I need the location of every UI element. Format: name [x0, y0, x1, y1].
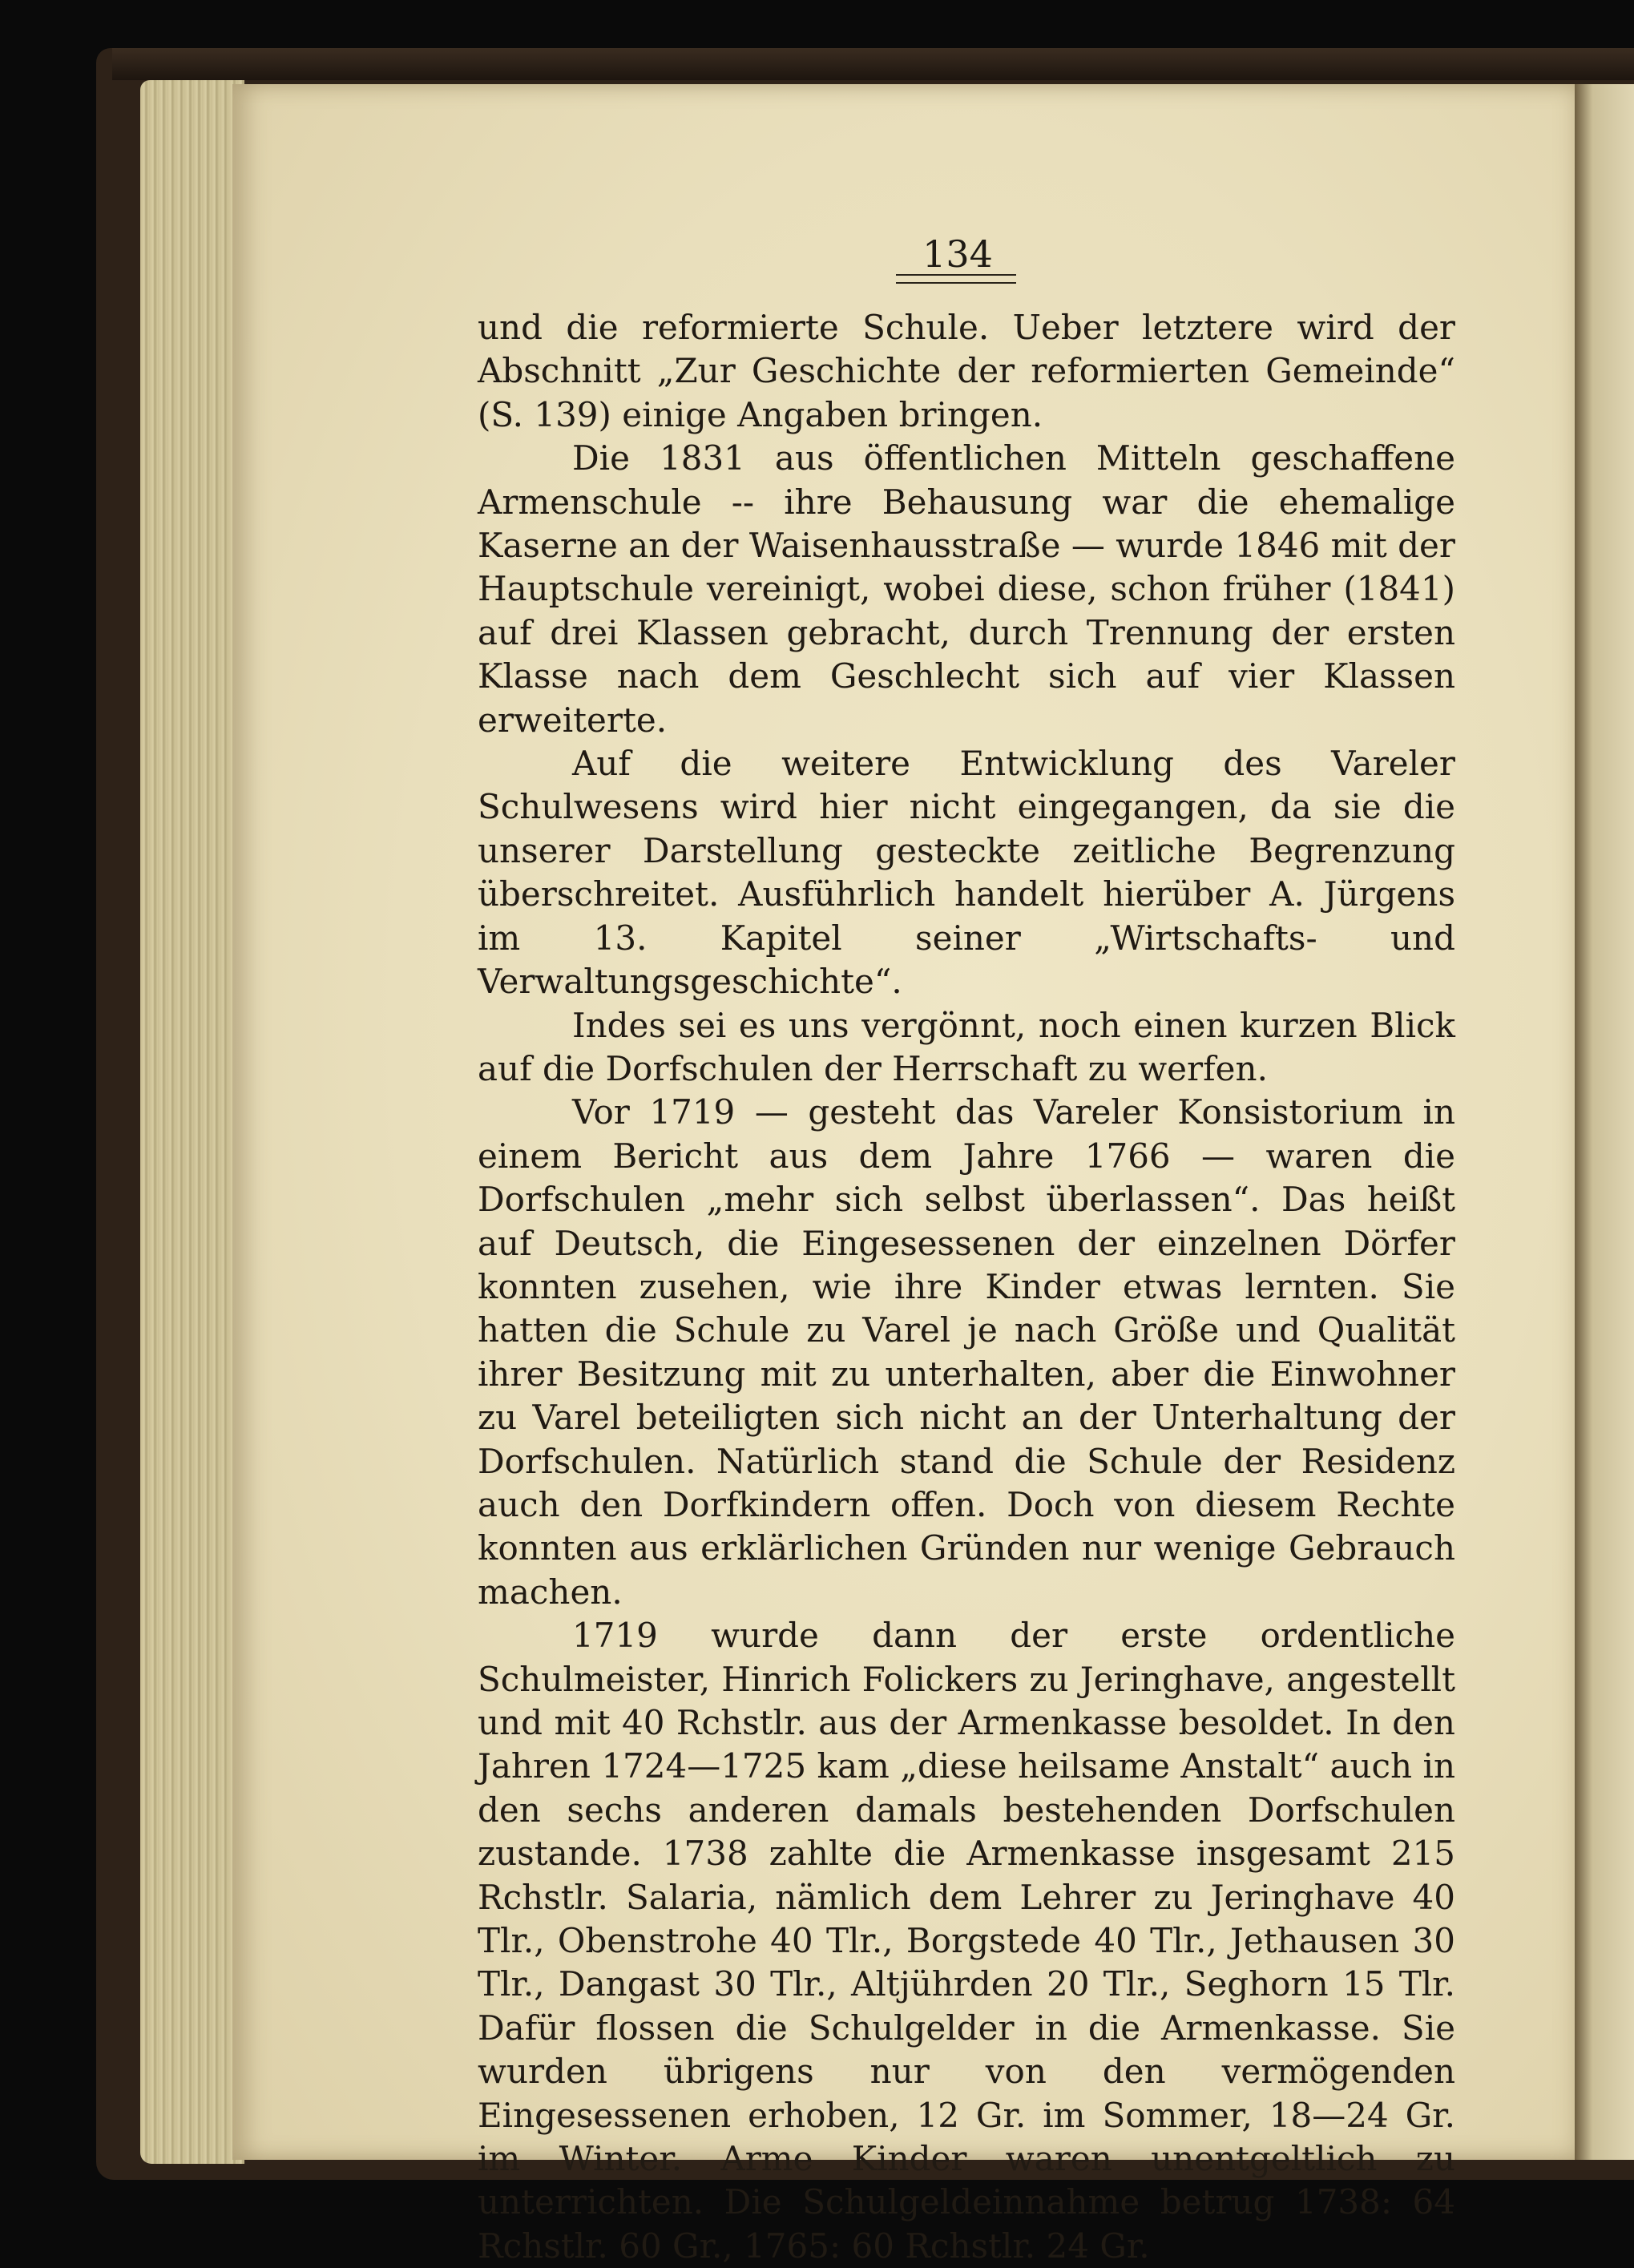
book-spine-top	[112, 48, 1634, 80]
paragraph: und die reformierte Schule. Ueber letztere wird der Abschnitt „Zur Geschichte der reformierten Gemeinde“ (S. 139) einige Angaben bringen.	[478, 308, 1455, 434]
page-number: 134	[922, 232, 993, 276]
paragraph: Indes sei es uns vergönnt, noch einen kurzen Blick auf die Dorfschulen der Herrschaft zu werfen.	[478, 1005, 1455, 1088]
page-number-rule	[896, 274, 1016, 284]
paragraph: Die 1831 aus öffentlichen Mitteln geschaffene Armenschule -- ihre Behausung war die ehemalige Kaserne an der Waisenhausstraße — wurde 1846 mit der Hauptschule vereinigt, wobei diese, schon früher (1841) auf drei Klassen gebracht, durch Trennung der ersten Klasse nach dem Geschlecht sich auf vier Klassen erweiterte.	[478, 438, 1455, 740]
page-gutter	[1575, 84, 1634, 2160]
page-edges	[140, 80, 244, 2164]
body-text	[478, 306, 1455, 2268]
paragraph: Vor 1719 — gesteht das Vareler Konsistorium in einem Bericht aus dem Jahre 1766 — waren die Dorfschulen „mehr sich selbst überlassen“. Das heißt auf Deutsch, die Eingesessenen der einzelnen Dörfer konnten zusehen, wie ihre Kinder etwas lernten. Sie hatten die Schule zu Varel je nach Größe und Qualität ihrer Besitzung mit zu unterhalten, aber die Einwohner zu Varel beteiligten sich nicht an der Unterhaltung der Dorfschulen. Natürlich stand die Schule der Residenz auch den Dorfkindern offen. Doch von diesem Rechte konnten aus erklärlichen Gründen nur wenige Gebrauch machen.	[478, 1092, 1455, 1612]
paragraph: 1719 wurde dann der erste ordentliche Schulmeister, Hinrich Folickers zu Jeringhave, angestellt und mit 40 Rchstlr. aus der Armenkasse besoldet. In den Jahren 1724—1725 kam „diese heilsame Anstalt“ auch in den sechs anderen damals bestehenden Dorfschulen zustande. 1738 zahlte die Armenkasse insgesamt 215 Rchstlr. Salaria, nämlich dem Lehrer zu Jeringhave 40 Tlr., Obenstrohe 40 Tlr., Borgstede 40 Tlr., Jethausen 30 Tlr., Dangast 30 Tlr., Altjührden 20 Tlr., Seghorn 15 Tlr. Dafür flossen die Schulgelder in die Armenkasse. Sie wurden übrigens nur von den vermögenden Eingesessenen erhoben, 12 Gr. im Sommer, 18—24 Gr. im Winter. Arme Kinder waren unentgeltlich zu unterrichten. Die Schulgeldeinnahme betrug 1738: 64 Rchstlr. 60 Gr., 1765: 60 Rchstlr. 24 Gr.	[478, 1616, 1455, 2266]
paragraph: Auf die weitere Entwicklung des Vareler Schulwesens wird hier nicht eingegangen, da sie die unserer Darstellung gesteckte zeitliche Begrenzung überschreitet. Ausführlich handelt hierüber A. Jürgens im 13. Kapitel seiner „Wirtschafts- und Verwaltungsgeschichte“.	[478, 744, 1455, 1002]
